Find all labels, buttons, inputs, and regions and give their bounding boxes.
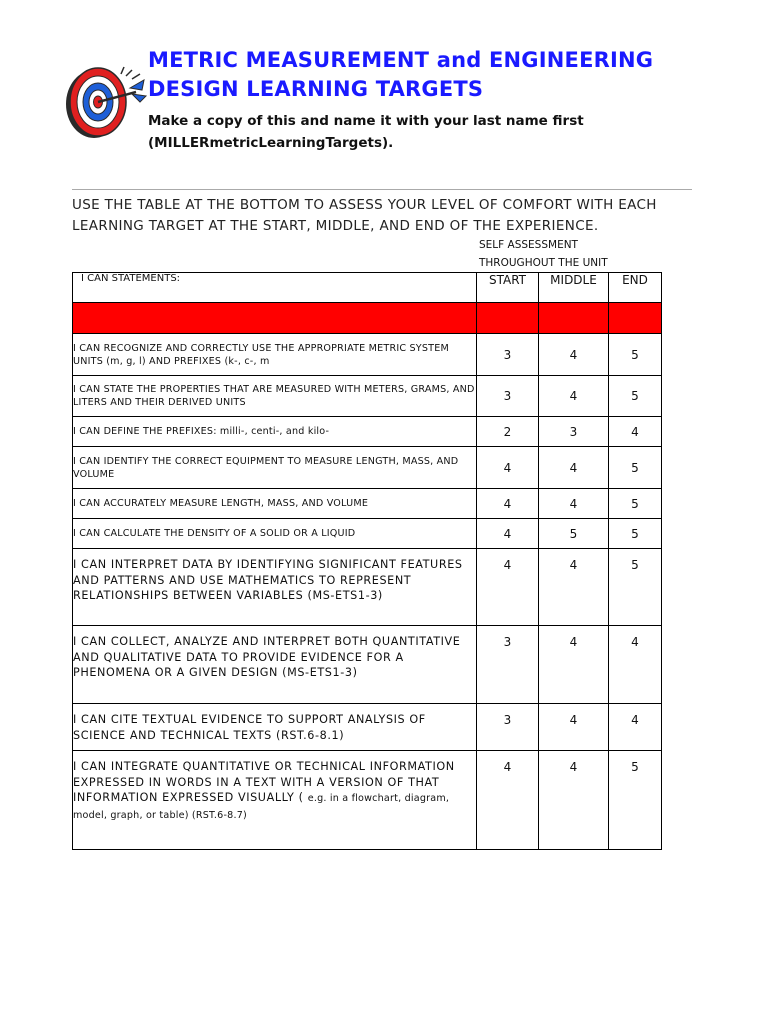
self-assessment-line-1: SELF ASSESSMENT xyxy=(479,239,578,251)
instructions xyxy=(72,195,702,237)
header-end: END xyxy=(609,273,662,303)
subtitle-line-2: (MILLERmetricLearningTargets). xyxy=(148,135,394,151)
row-statement-examples: e.g. in a flowchart, diagram, model, graph, or table) (RST.6-8.7) xyxy=(73,793,450,821)
row-middle: 4 xyxy=(539,447,609,489)
row-middle: 4 xyxy=(539,704,609,751)
self-assessment-line-2: THROUGHOUT THE UNIT xyxy=(479,257,608,269)
row-end: 5 xyxy=(609,751,662,850)
instructions-line-2: LEARNING TARGET AT THE START, MIDDLE, AND END OF THE EXPERIENCE. xyxy=(72,218,599,234)
row-statement: I CAN ACCURATELY MEASURE LENGTH, MASS, AND VOLUME xyxy=(73,489,477,519)
row-end: 4 xyxy=(609,417,662,447)
document-title xyxy=(148,46,748,104)
highlight-row xyxy=(73,303,662,334)
row-statement: I CAN IDENTIFY THE CORRECT EQUIPMENT TO MEASURE LENGTH, MASS, AND VOLUME xyxy=(73,447,477,489)
row-statement-cell xyxy=(73,751,477,850)
highlight-cell xyxy=(539,303,609,334)
table-row xyxy=(73,704,662,751)
table-row xyxy=(73,489,662,519)
row-middle: 3 xyxy=(539,417,609,447)
row-start: 4 xyxy=(477,447,539,489)
row-end: 5 xyxy=(609,334,662,376)
row-middle: 4 xyxy=(539,549,609,626)
table-row xyxy=(73,447,662,489)
row-start: 4 xyxy=(477,489,539,519)
table-row xyxy=(73,626,662,704)
table-row xyxy=(73,751,662,850)
row-statement: I CAN STATE THE PROPERTIES THAT ARE MEASURED WITH METERS, GRAMS, AND LITERS AND THEIR DERIVED UNITS xyxy=(73,376,477,417)
row-start: 4 xyxy=(477,519,539,549)
subtitle-line-1: Make a copy of this and name it with your last name first xyxy=(148,113,584,129)
row-statement: I CAN COLLECT, ANALYZE AND INTERPRET BOTH QUANTITATIVE AND QUALITATIVE DATA TO PROVIDE EVIDENCE FOR A PHENOMENA OR A GIVEN DESIGN (MS-ETS1-3) xyxy=(73,626,477,704)
row-end: 4 xyxy=(609,626,662,704)
row-statement: I CAN CITE TEXTUAL EVIDENCE TO SUPPORT ANALYSIS OF SCIENCE AND TECHNICAL TEXTS (RST.6-8.1) xyxy=(73,704,477,751)
row-middle: 4 xyxy=(539,376,609,417)
highlight-cell xyxy=(609,303,662,334)
row-start: 3 xyxy=(477,626,539,704)
table-row xyxy=(73,417,662,447)
row-middle: 4 xyxy=(539,751,609,850)
row-start: 4 xyxy=(477,751,539,850)
row-end: 4 xyxy=(609,704,662,751)
horizontal-divider xyxy=(72,189,692,190)
table-header-row xyxy=(73,273,662,303)
self-assessment-label xyxy=(479,236,669,272)
row-start: 2 xyxy=(477,417,539,447)
row-statement: I CAN CALCULATE THE DENSITY OF A SOLID OR A LIQUID xyxy=(73,519,477,549)
row-end: 5 xyxy=(609,519,662,549)
table-row xyxy=(73,519,662,549)
row-start: 3 xyxy=(477,334,539,376)
row-start: 4 xyxy=(477,549,539,626)
table-row xyxy=(73,334,662,376)
row-end: 5 xyxy=(609,549,662,626)
row-end: 5 xyxy=(609,376,662,417)
row-end: 5 xyxy=(609,489,662,519)
target-with-arrow-icon xyxy=(58,62,150,142)
row-statement: I CAN DEFINE THE PREFIXES: milli-, centi-, and kilo- xyxy=(73,417,477,447)
instructions-line-1: USE THE TABLE AT THE BOTTOM TO ASSESS YOUR LEVEL OF COMFORT WITH EACH xyxy=(72,197,657,213)
row-end: 5 xyxy=(609,447,662,489)
row-start: 3 xyxy=(477,704,539,751)
row-statement: I CAN RECOGNIZE AND CORRECTLY USE THE APPROPRIATE METRIC SYSTEM UNITS (m, g, l) AND PREFIXES (k-, c-, m xyxy=(73,334,477,376)
row-start: 3 xyxy=(477,376,539,417)
learning-targets-table xyxy=(72,272,662,850)
table-row xyxy=(73,376,662,417)
table-row xyxy=(73,549,662,626)
row-statement: I CAN INTERPRET DATA BY IDENTIFYING SIGNIFICANT FEATURES AND PATTERNS AND USE MATHEMATICS TO REPRESENT RELATIONSHIPS BETWEEN VARIABLES (MS-ETS1-3) xyxy=(73,549,477,626)
title-line-2: DESIGN LEARNING TARGETS xyxy=(148,77,484,101)
header-start: START xyxy=(477,273,539,303)
highlight-cell xyxy=(477,303,539,334)
row-middle: 4 xyxy=(539,626,609,704)
row-statement: I CAN INTEGRATE QUANTITATIVE OR TECHNICAL INFORMATION EXPRESSED IN WORDS IN A TEXT WITH A VERSION OF THAT INFORMATION EXPRESSED VISUALLY ( xyxy=(73,760,455,804)
row-middle: 5 xyxy=(539,519,609,549)
header-middle: MIDDLE xyxy=(539,273,609,303)
header-statements: I CAN STATEMENTS: xyxy=(73,273,477,303)
document-subtitle xyxy=(148,110,748,154)
row-middle: 4 xyxy=(539,334,609,376)
title-line-1: METRIC MEASUREMENT and ENGINEERING xyxy=(148,48,654,72)
highlight-cell xyxy=(73,303,477,334)
row-middle: 4 xyxy=(539,489,609,519)
